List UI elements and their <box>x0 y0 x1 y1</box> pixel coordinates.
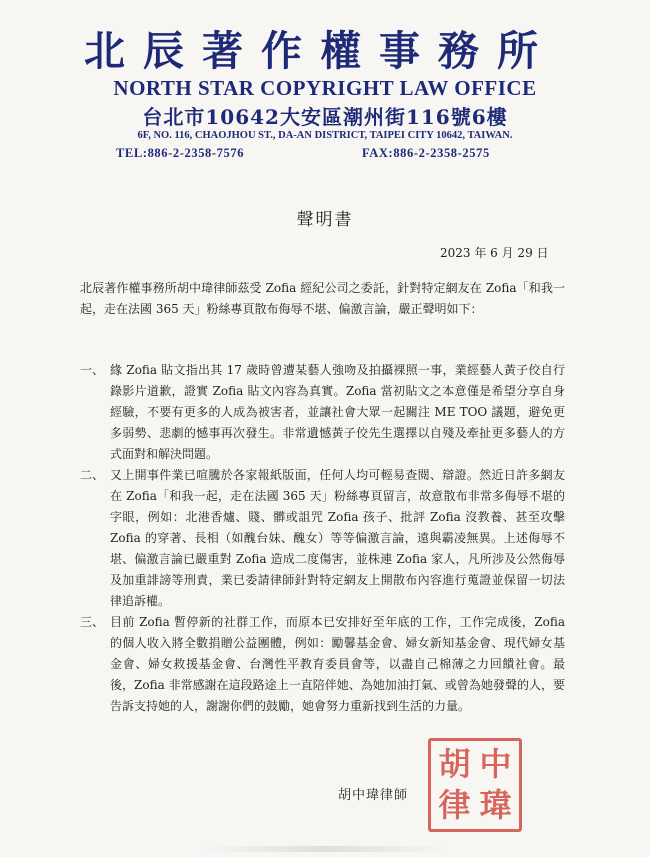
statement-item-3 <box>80 612 565 717</box>
scan-smudge <box>200 846 450 852</box>
letterhead-name-cn: 北辰著作權事務所 <box>84 27 556 75</box>
letterhead-address-en: 6F, NO. 116, CHAOJHOU ST., DA-AN DISTRICT, TAIPEI CITY 10642, TAIWAN. <box>137 130 513 141</box>
statement-items <box>80 360 565 717</box>
intro-paragraph: 北辰著作權事務所胡中瑋律師茲受 Zofia 經紀公司之委託，針對特定網友在 Zofia「和我一起，走在法國 365 天」粉絲專頁散布侮辱不堪、偏激言論，嚴正聲明如下： <box>80 281 565 316</box>
item-number: 一、 <box>80 363 105 377</box>
item-text: 緣 Zofia 貼文指出其 17 歲時曾遭某藝人強吻及拍攝裸照一事，業經藝人黃子佼自行錄影片道歉，證實 Zofia 貼文內容為真實。Zofia 當初貼文之本意僅是希望分享自身經驗，不要有更多的人成為被害者，並讓社會大眾一起關注 ME TOO 議題，避免更多弱勢、悲劇的憾事再次發生。非常遺憾黃子佼先生選擇以自殘及牽扯更多藝人的方式面對和解決問題。 <box>110 363 565 461</box>
seal-char: 瑋 <box>479 786 512 824</box>
statement-item-1 <box>80 360 565 465</box>
letterhead-address-cn: 台北市10642大安區潮州街116號6樓 <box>142 105 508 129</box>
document-date: 2023 年 6 月 29 日 <box>440 246 549 260</box>
item-text: 又上開事件業已喧騰於各家報紙版面，任何人均可輕易查閱、辯證。然近日許多網友在 Zofia「和我一起，走在法國 365 天」粉絲專頁留言，故意散布非常多侮辱不堪的字眼，例如：北港香爐、賤、髒或詛咒 Zofia 孩子、批評 Zofia 沒教養、甚至攻擊 Zofia 的穿著、長相（如醜台妹、醜女）等等偏激言論，遠與霸凌無異。上述侮辱不堪、偏激言論已嚴重對 Zofia 造成二度傷害，並株連 Zofia 家人，凡所涉及公然侮辱及加重誹謗等刑責，業已委請律師針對特定網友上開散布內容進行蒐證並保留一切法律追訴權。 <box>110 468 565 608</box>
seal-char: 中 <box>479 745 512 783</box>
document-title: 聲明書 <box>296 210 354 230</box>
item-number: 二、 <box>80 468 105 482</box>
letterhead-name-en: NORTH STAR COPYRIGHT LAW OFFICE <box>113 76 537 100</box>
statement-item-2 <box>80 465 565 612</box>
signer-name: 胡中瑋律師 <box>338 788 409 803</box>
item-text: 目前 Zofia 暫停新的社群工作，而原本已安排好至年底的工作，工作完成後，Zofia 的個人收入將全數捐贈公益團體，例如：勵馨基金會、婦女新知基金會、現代婦女基金會、婦女救援基金會、台灣性平教育委員會等，以盡自己棉薄之力回饋社會。最後，Zofia 非常感謝在這段路途上一直陪伴她、為她加油打氣、或曾為她發聲的人，要告訴支持她的人，謝謝你們的鼓勵，她會努力重新找到生活的力量。 <box>110 615 565 713</box>
letterhead-tel: TEL:886-2-2358-7576 <box>116 146 245 160</box>
item-number: 三、 <box>80 615 105 629</box>
seal-stamp <box>428 738 522 832</box>
seal-char: 胡 <box>438 745 471 783</box>
letterhead-fax: FAX:886-2-2358-2575 <box>362 146 490 160</box>
seal-char: 律 <box>438 786 471 824</box>
